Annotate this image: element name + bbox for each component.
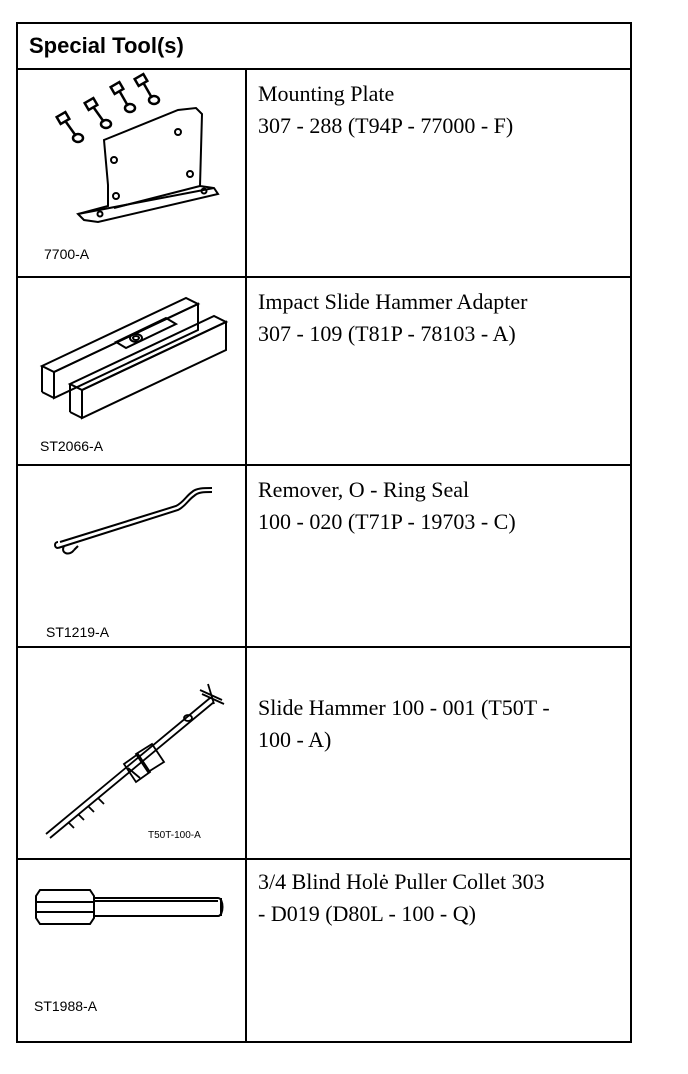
tool-part-number: 100 - A) — [258, 727, 332, 752]
tool-row-mounting-plate — [18, 70, 630, 278]
tool-part-number: - D019 (D80L - 100 - Q) — [258, 901, 476, 926]
tool-row-puller-collet — [18, 860, 630, 1043]
figure-code: ST2066-A — [40, 438, 104, 454]
tool-name: Mounting Plate — [258, 81, 395, 106]
tool-image-cell — [18, 466, 247, 646]
figure-code: T50T-100-A — [148, 830, 201, 841]
o-ring-remover-icon — [18, 466, 245, 646]
tool-image-cell — [18, 70, 247, 276]
figure-code: ST1219-A — [46, 624, 110, 640]
figure-code: ST1988-A — [34, 998, 98, 1014]
tool-description — [258, 866, 628, 930]
special-tools-table — [16, 22, 632, 1043]
tool-image-cell — [18, 860, 247, 1043]
tool-description — [258, 286, 628, 350]
tool-name: Slide Hammer 100 - 001 (T50T - — [258, 695, 550, 720]
tool-part-number: 307 - 109 (T81P - 78103 - A) — [258, 321, 516, 346]
tool-part-number: 100 - 020 (T71P - 19703 - C) — [258, 509, 516, 534]
table-header: Special Tool(s) — [18, 24, 630, 70]
slide-hammer-icon — [18, 648, 245, 858]
tool-image-cell — [18, 648, 247, 858]
tool-row-o-ring-remover — [18, 466, 630, 648]
tool-image-cell — [18, 278, 247, 464]
tool-name: 3/4 Blind Holė Puller Collet 303 — [258, 869, 545, 894]
tool-row-slide-hammer — [18, 648, 630, 860]
slide-hammer-adapter-icon — [18, 278, 245, 464]
tool-description — [258, 474, 628, 538]
tool-description — [258, 692, 628, 756]
figure-code: 7700-A — [44, 246, 90, 262]
tool-name: Remover, O - Ring Seal — [258, 477, 470, 502]
tool-description — [258, 78, 628, 142]
tool-row-slide-hammer-adapter — [18, 278, 630, 466]
tool-name: Impact Slide Hammer Adapter — [258, 289, 528, 314]
tool-part-number: 307 - 288 (T94P - 77000 - F) — [258, 113, 514, 138]
